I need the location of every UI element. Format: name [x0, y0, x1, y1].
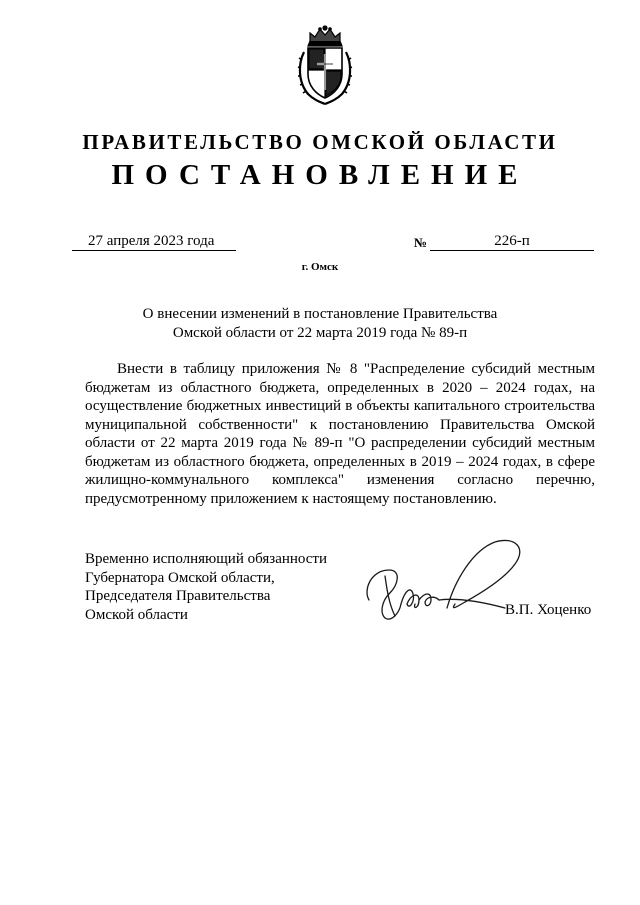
document-number: 226-п — [430, 232, 594, 251]
subject-line: О внесении изменений в постановление Правительства — [142, 306, 498, 322]
document-subject — [100, 305, 540, 343]
signer-position-line: Временно исполняющий обязанности — [85, 551, 328, 567]
city-name: г. Омск — [301, 261, 339, 273]
signer-name: В.П. Хоценко — [505, 602, 592, 618]
government-title: ПРАВИТЕЛЬСТВО ОМСКОЙ ОБЛАСТИ — [82, 130, 558, 154]
body-paragraph: Внести в таблицу приложения № 8 "Распределение субсидий местным бюджетам из областного бюджета, определенных в 2020 – 2024 годах, на осуществление бюджетных инвестиций в объекты капитального строительства муниципальной собственности" к постановлению Правительства Омской области от 22 марта 2019 года № 89-п "О распределении субсидий местным бюджетам из областного бюджета, определенных в 2019 – 2024 годах, в сфере жилищно-коммунального комплекса" изменения согласно перечню, предусмотренному приложением к настоящему постановлению. — [85, 361, 595, 507]
signer-position — [85, 550, 365, 624]
document-type-title: ПОСТАНОВЛЕНИЕ — [111, 159, 529, 191]
signer-position-line: Губернатора Омской области, — [85, 569, 275, 586]
document-date: 27 апреля 2023 года — [72, 232, 236, 251]
subject-line: Омской области от 22 марта 2019 года № 89-п — [172, 325, 468, 341]
signer-position-line: Омской области — [85, 606, 188, 623]
signer-position-line: Председателя Правительства — [85, 588, 271, 604]
number-sign: № — [414, 235, 428, 250]
omsk-region-coat-of-arms-icon — [294, 24, 356, 106]
